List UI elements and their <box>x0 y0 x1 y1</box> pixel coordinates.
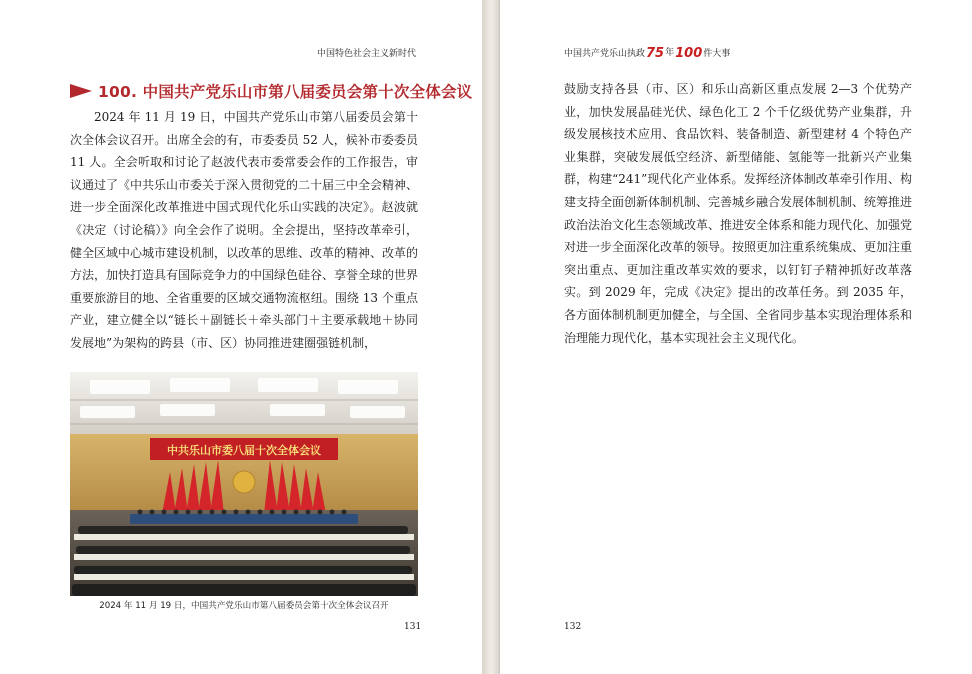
party-emblem-icon <box>233 471 255 493</box>
left-page-number: 131 <box>404 622 422 632</box>
title-arrow-icon <box>70 84 92 98</box>
left-body-paragraph: 2024 年 11 月 19 日，中国共产党乐山市第八届委员会第十次全体会议召开。出席全会的有，市委委员 52 人，候补市委委员 11 人。全会听取和讨论了赵波代表市委常委会作的工作报告，审议通过了《中共乐山市委关于深入贯彻党的二十届三中全会精神、进一步全面深化改革推进中国式现代化乐山实践的决定》。赵波就《决定（讨论稿）》向全会作了说明。全会提出，坚持改革牵引，健全区域中心城市建设机制，以改革的思维、改革的精神、改革的方法，加快打造具有国际竞争力的中国绿色硅谷、享誉全球的世界重要旅游目的地、全省重要的区域交通物流枢纽。围绕 13 个重点产业，建立健全以“链长＋副链长＋牵头部门＋主要承载地＋协同发展地”为架构的跨县（市、区）协同推进建圈强链机制， <box>70 110 419 350</box>
photo-caption: 2024 年 11 月 19 日，中国共产党乐山市第八届委员会第十次全体会议召开 <box>99 601 389 611</box>
left-page <box>0 0 482 674</box>
right-running-head <box>564 46 730 59</box>
running-head-prefix: 中国共产党乐山执政 <box>564 49 646 59</box>
running-head-suffix: 件大事 <box>703 49 731 59</box>
logo-number-100: 100 <box>675 46 703 61</box>
meeting-photo-illustration <box>70 372 418 596</box>
book-gutter <box>482 0 500 674</box>
right-body-paragraph: 鼓励支持各县（市、区）和乐山高新区重点发展 2—3 个优势产业，加快发展晶硅光伏、绿色化工 2 个千亿级优势产业集群，升级发展核技术应用、食品饮料、装备制造、新型建材 4 个特色产业集群，突破发展低空经济、新型储能、氢能等一批新兴产业集群，构建“241”现代化产业体系。发挥经济体制改革牵引作用、构建支持全面创新体制机制、完善城乡融合发展体制机制、统筹推进政治法治文化生态领域改革、推进安全体系和能力现代化、加强党对进一步全面深化改革的领导。按照更加注重系统集成、更加注重突出重点、更加注重改革实效的要求，以钉钉子精神抓好改革落实。到 2029 年，完成《决定》提出的改革任务。到 2035 年，各方面体制机制更加健全，与全国、全省同步基本实现治理体系和治理能力现代化，基本实现社会主义现代化。 <box>564 82 913 345</box>
section-title: 100. 中国共产党乐山市第八届委员会第十次全体会议 <box>98 83 473 101</box>
right-page <box>500 0 972 674</box>
logo-number-75: 75 <box>646 46 665 61</box>
anniversary-logo <box>646 48 702 59</box>
logo-year-char: 年 <box>665 48 675 58</box>
right-page-number: 132 <box>564 622 582 632</box>
meeting-photo <box>70 372 418 596</box>
section-title-row <box>70 80 472 102</box>
left-running-head: 中国特色社会主义新时代 <box>316 49 416 59</box>
photo-banner-text: 中共乐山市委八届十次全体会议 <box>167 444 321 457</box>
